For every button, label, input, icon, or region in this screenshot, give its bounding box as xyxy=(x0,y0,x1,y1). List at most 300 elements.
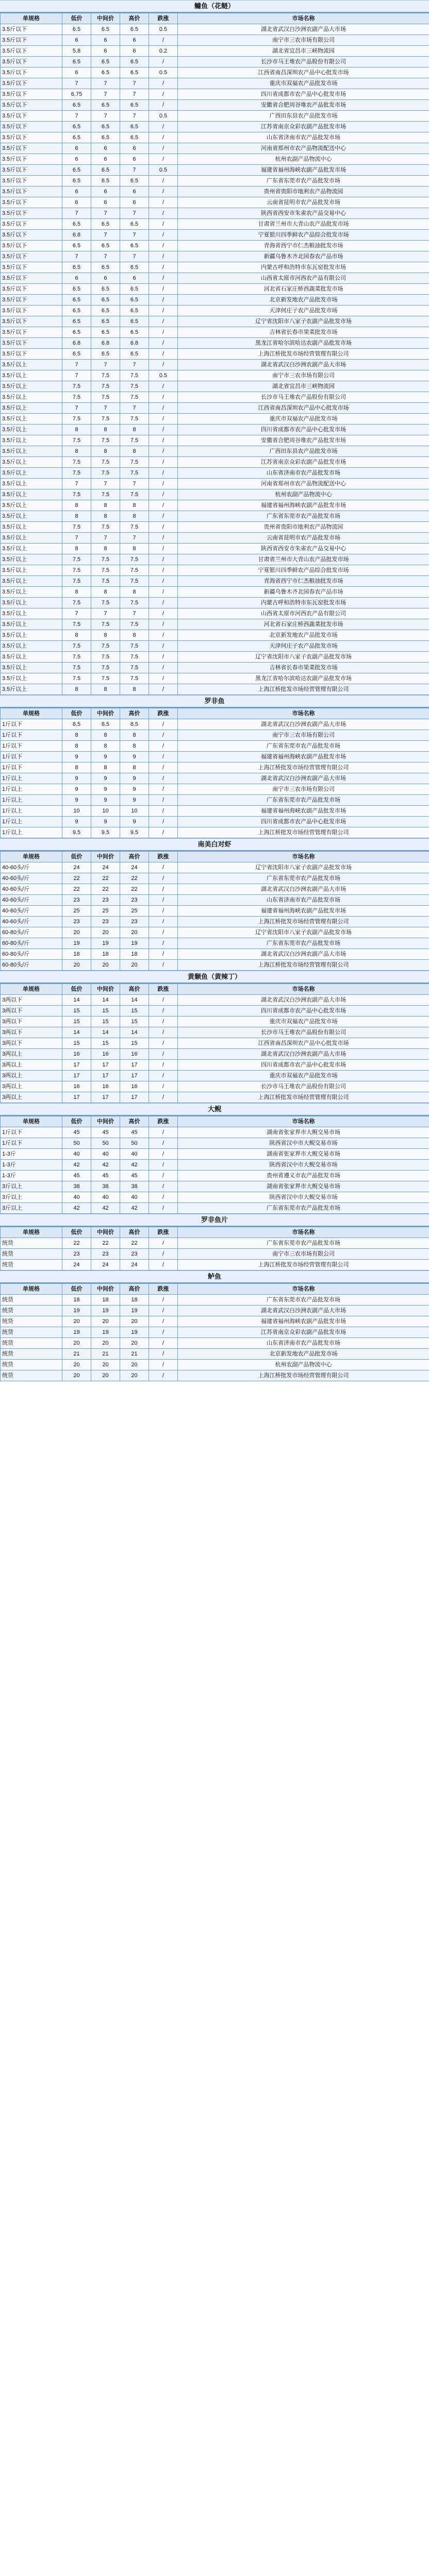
low-price-cell: 7.5 xyxy=(62,468,91,479)
mid-price-cell: 19 xyxy=(91,938,120,949)
change-cell: / xyxy=(149,895,178,906)
market-cell: 上海江桥批发市场经营管理有限公司 xyxy=(178,1260,429,1270)
change-cell: / xyxy=(149,122,178,132)
spec-cell: 1斤以下 xyxy=(1,752,62,762)
table-row xyxy=(1,576,429,587)
mid-price-cell: 7.5 xyxy=(91,663,120,673)
high-price-cell: 7.5 xyxy=(120,468,149,479)
column-header: 单规格 xyxy=(1,1116,62,1127)
market-cell: 广东省东莞市农产品批发市场 xyxy=(178,938,429,949)
table-row xyxy=(1,895,429,906)
high-price-cell: 50 xyxy=(120,1138,149,1149)
column-header: 中间价 xyxy=(91,852,120,862)
table-row xyxy=(1,154,429,165)
spec-cell: 1斤以下 xyxy=(1,1138,62,1149)
table-row xyxy=(1,1338,429,1349)
spec-cell: 3斤以上 xyxy=(1,1181,62,1192)
table-row xyxy=(1,35,429,46)
low-price-cell: 8 xyxy=(62,730,91,741)
mid-price-cell: 6 xyxy=(91,35,120,46)
mid-price-cell: 6.5 xyxy=(91,306,120,316)
table-row xyxy=(1,827,429,838)
spec-cell: 3.5斤以上 xyxy=(1,370,62,381)
high-price-cell: 17 xyxy=(120,1071,149,1081)
column-header: 市场名称 xyxy=(178,984,429,995)
market-cell: 湖北省武汉白沙洲农副产品大市场 xyxy=(178,995,429,1006)
high-price-cell: 8 xyxy=(120,684,149,695)
mid-price-cell: 17 xyxy=(91,1060,120,1071)
market-cell: 南宁市三农市场有限公司 xyxy=(178,35,429,46)
high-price-cell: 22 xyxy=(120,884,149,895)
table-row xyxy=(1,57,429,67)
table-row xyxy=(1,673,429,684)
change-cell: 0.5 xyxy=(149,165,178,176)
change-cell: / xyxy=(149,349,178,360)
mid-price-cell: 7.5 xyxy=(91,652,120,663)
mid-price-cell: 15 xyxy=(91,1016,120,1027)
mid-price-cell: 8 xyxy=(91,741,120,752)
table-row xyxy=(1,730,429,741)
table-row xyxy=(1,873,429,884)
table-row xyxy=(1,78,429,89)
spec-cell: 3两以上 xyxy=(1,1081,62,1092)
mid-price-cell: 7.5 xyxy=(91,370,120,381)
spec-cell: 3.5斤以下 xyxy=(1,176,62,187)
spec-cell: 3.5斤以下 xyxy=(1,24,62,35)
low-price-cell: 7.5 xyxy=(62,554,91,565)
spec-cell: 3.5斤以下 xyxy=(1,338,62,349)
low-price-cell: 6.75 xyxy=(62,89,91,100)
spec-cell: 1斤以下 xyxy=(1,741,62,752)
table-row xyxy=(1,1249,429,1260)
change-cell: / xyxy=(149,917,178,927)
mid-price-cell: 7.5 xyxy=(91,457,120,468)
change-cell: / xyxy=(149,663,178,673)
high-price-cell: 8 xyxy=(120,446,149,457)
change-cell: / xyxy=(149,1192,178,1203)
table-row xyxy=(1,1306,429,1316)
high-price-cell: 7.5 xyxy=(120,370,149,381)
high-price-cell: 6.5 xyxy=(120,219,149,230)
change-cell: / xyxy=(149,1306,178,1316)
spec-cell: 1斤以下 xyxy=(1,1127,62,1138)
table-row xyxy=(1,762,429,773)
table-row xyxy=(1,414,429,425)
change-cell: / xyxy=(149,230,178,241)
high-price-cell: 42 xyxy=(120,1203,149,1214)
change-cell: / xyxy=(149,630,178,641)
market-cell: 重庆市双福农产品批发市场 xyxy=(178,1016,429,1027)
column-header: 低价 xyxy=(62,1227,91,1238)
mid-price-cell: 7.5 xyxy=(91,576,120,587)
market-cell: 四川省成都市农产品中心批发市场 xyxy=(178,817,429,827)
table-row xyxy=(1,1349,429,1360)
mid-price-cell: 7.5 xyxy=(91,598,120,608)
high-price-cell: 23 xyxy=(120,917,149,927)
change-cell: / xyxy=(149,154,178,165)
market-cell: 南宁市三农市场有限公司 xyxy=(178,730,429,741)
mid-price-cell: 24 xyxy=(91,862,120,873)
spec-cell: 40-60头/斤 xyxy=(1,884,62,895)
market-cell: 广东省东莞市农产品批发市场 xyxy=(178,511,429,522)
spec-cell: 3斤以上 xyxy=(1,1192,62,1203)
mid-price-cell: 7 xyxy=(91,360,120,370)
table-row xyxy=(1,565,429,576)
low-price-cell: 22 xyxy=(62,884,91,895)
low-price-cell: 7 xyxy=(62,251,91,262)
mid-price-cell: 7 xyxy=(91,251,120,262)
mid-price-cell: 17 xyxy=(91,1092,120,1103)
table-row xyxy=(1,284,429,295)
low-price-cell: 14 xyxy=(62,995,91,1006)
column-header: 跌涨 xyxy=(149,852,178,862)
change-cell: / xyxy=(149,446,178,457)
table-row xyxy=(1,176,429,187)
market-cell: 云南省昆明市农产品批发市场 xyxy=(178,533,429,544)
high-price-cell: 9 xyxy=(120,773,149,784)
table-row xyxy=(1,1138,429,1149)
table-row xyxy=(1,598,429,608)
high-price-cell: 15 xyxy=(120,1038,149,1049)
change-cell: / xyxy=(149,176,178,187)
high-price-cell: 8 xyxy=(120,544,149,554)
market-cell: 河北省石家庄桥西蔬菜批发市场 xyxy=(178,619,429,630)
spec-cell: 3.5斤以上 xyxy=(1,511,62,522)
low-price-cell: 8 xyxy=(62,425,91,435)
low-price-cell: 8 xyxy=(62,741,91,752)
market-cell: 辽宁省沈阳市八家子农副产品批发市场 xyxy=(178,652,429,663)
market-cell: 广东省东莞市农产品批发市场 xyxy=(178,741,429,752)
market-cell: 四川省成都市农产品中心批发市场 xyxy=(178,425,429,435)
market-cell: 上海江桥批发市场经营管理有限公司 xyxy=(178,349,429,360)
market-cell: 安徽省合肥周谷堆农产品批发市场 xyxy=(178,435,429,446)
change-cell: / xyxy=(149,489,178,500)
high-price-cell: 20 xyxy=(120,1316,149,1327)
mid-price-cell: 8 xyxy=(91,446,120,457)
change-cell: / xyxy=(149,938,178,949)
section-title: 黄颡鱼（黄辣丁） xyxy=(0,971,429,984)
mid-price-cell: 18 xyxy=(91,1295,120,1306)
high-price-cell: 7 xyxy=(120,403,149,414)
table-row xyxy=(1,544,429,554)
spec-cell: 3.5斤以上 xyxy=(1,565,62,576)
high-price-cell: 7.5 xyxy=(120,522,149,533)
mid-price-cell: 20 xyxy=(91,1360,120,1370)
low-price-cell: 8 xyxy=(62,544,91,554)
low-price-cell: 7.5 xyxy=(62,576,91,587)
low-price-cell: 6 xyxy=(62,67,91,78)
column-header: 跌涨 xyxy=(149,1116,178,1127)
table-row xyxy=(1,917,429,927)
spec-cell: 统货 xyxy=(1,1360,62,1370)
market-cell: 四川省成都市农产品中心批发市场 xyxy=(178,1060,429,1071)
low-price-cell: 6.5 xyxy=(62,100,91,111)
spec-cell: 3.5斤以下 xyxy=(1,306,62,316)
change-cell: / xyxy=(149,284,178,295)
low-price-cell: 17 xyxy=(62,1071,91,1081)
change-cell: / xyxy=(149,1338,178,1349)
table-row xyxy=(1,1049,429,1060)
spec-cell: 统货 xyxy=(1,1238,62,1249)
low-price-cell: 16 xyxy=(62,1049,91,1060)
market-cell: 上海江桥批发市场经营管理有限公司 xyxy=(178,1370,429,1381)
high-price-cell: 19 xyxy=(120,938,149,949)
mid-price-cell: 7.5 xyxy=(91,381,120,392)
spec-cell: 统货 xyxy=(1,1249,62,1260)
market-cell: 湖北省武汉白沙洲农副产品大市场 xyxy=(178,1049,429,1060)
table-row xyxy=(1,1027,429,1038)
spec-cell: 3.5斤以下 xyxy=(1,273,62,284)
spec-cell: 3.5斤以下 xyxy=(1,327,62,338)
market-cell: 湖北省宜昌市三峡物流园 xyxy=(178,46,429,57)
low-price-cell: 7.5 xyxy=(62,457,91,468)
spec-cell: 统货 xyxy=(1,1316,62,1327)
table-row xyxy=(1,446,429,457)
change-cell: / xyxy=(149,208,178,219)
market-cell: 甘肃省兰州市大青山农产品批发市场 xyxy=(178,219,429,230)
table-row xyxy=(1,500,429,511)
low-price-cell: 23 xyxy=(62,1249,91,1260)
mid-price-cell: 7 xyxy=(91,111,120,122)
market-cell: 辽宁省沈阳市八家子农副产品批发市场 xyxy=(178,927,429,938)
change-cell: / xyxy=(149,608,178,619)
column-header: 高价 xyxy=(120,852,149,862)
change-cell: / xyxy=(149,873,178,884)
low-price-cell: 38 xyxy=(62,1181,91,1192)
market-cell: 贵州省贵阳市地利农产品物流园 xyxy=(178,187,429,197)
mid-price-cell: 6 xyxy=(91,197,120,208)
high-price-cell: 6.5 xyxy=(120,67,149,78)
change-cell: / xyxy=(149,403,178,414)
spec-cell: 3.5斤以下 xyxy=(1,219,62,230)
column-header: 低价 xyxy=(62,13,91,24)
mid-price-cell: 6 xyxy=(91,187,120,197)
change-cell: / xyxy=(149,57,178,67)
change-cell: / xyxy=(149,960,178,971)
mid-price-cell: 6.5 xyxy=(91,24,120,35)
high-price-cell: 15 xyxy=(120,1016,149,1027)
mid-price-cell: 14 xyxy=(91,1027,120,1038)
high-price-cell: 8 xyxy=(120,741,149,752)
mid-price-cell: 8 xyxy=(91,511,120,522)
low-price-cell: 18 xyxy=(62,949,91,960)
column-header: 中间价 xyxy=(91,1284,120,1295)
mid-price-cell: 7 xyxy=(91,89,120,100)
mid-price-cell: 20 xyxy=(91,960,120,971)
high-price-cell: 9 xyxy=(120,784,149,795)
table-row xyxy=(1,89,429,100)
change-cell: / xyxy=(149,241,178,251)
table-row xyxy=(1,381,429,392)
high-price-cell: 7.5 xyxy=(120,598,149,608)
table-row xyxy=(1,1181,429,1192)
spec-cell: 3.5斤以下 xyxy=(1,122,62,132)
table-row xyxy=(1,187,429,197)
market-cell: 新疆乌鲁木齐北园春农产品市场 xyxy=(178,251,429,262)
table-row xyxy=(1,1149,429,1160)
mid-price-cell: 45 xyxy=(91,1127,120,1138)
table-row xyxy=(1,327,429,338)
header-row xyxy=(1,708,429,719)
table-row xyxy=(1,684,429,695)
market-cell: 广东省东莞市农产品批发市场 xyxy=(178,1238,429,1249)
change-cell: / xyxy=(149,1060,178,1071)
low-price-cell: 9 xyxy=(62,817,91,827)
high-price-cell: 10 xyxy=(120,806,149,817)
high-price-cell: 8 xyxy=(120,425,149,435)
market-cell: 广东省东莞市农产品批发市场 xyxy=(178,176,429,187)
spec-cell: 60-80头/斤 xyxy=(1,949,62,960)
market-cell: 长沙市马王堆农产品股份有限公司 xyxy=(178,1027,429,1038)
mid-price-cell: 15 xyxy=(91,1006,120,1016)
table-row xyxy=(1,806,429,817)
change-cell: / xyxy=(149,381,178,392)
change-cell: / xyxy=(149,1138,178,1149)
change-cell: 0.5 xyxy=(149,370,178,381)
spec-cell: 1斤以上 xyxy=(1,817,62,827)
change-cell: / xyxy=(149,995,178,1006)
spec-cell: 3.5斤以上 xyxy=(1,381,62,392)
table-row xyxy=(1,1192,429,1203)
high-price-cell: 6.5 xyxy=(120,176,149,187)
high-price-cell: 7.5 xyxy=(120,663,149,673)
high-price-cell: 9 xyxy=(120,817,149,827)
high-price-cell: 14 xyxy=(120,1027,149,1038)
change-cell: / xyxy=(149,1160,178,1171)
high-price-cell: 20 xyxy=(120,960,149,971)
column-header: 单规格 xyxy=(1,708,62,719)
spec-cell: 3两以下 xyxy=(1,1027,62,1038)
low-price-cell: 8 xyxy=(62,511,91,522)
spec-cell: 1斤以上 xyxy=(1,773,62,784)
table-row xyxy=(1,111,429,122)
market-cell: 云南省昆明市农产品批发市场 xyxy=(178,197,429,208)
market-cell: 辽宁省沈阳市八家子农副产品批发市场 xyxy=(178,316,429,327)
market-cell: 福建省福州海峡农副产品批发市场 xyxy=(178,1316,429,1327)
table-row xyxy=(1,306,429,316)
spec-cell: 1斤以上 xyxy=(1,784,62,795)
table-row xyxy=(1,251,429,262)
market-cell: 上海江桥批发市场经营管理有限公司 xyxy=(178,917,429,927)
change-cell: / xyxy=(149,806,178,817)
table-row xyxy=(1,741,429,752)
market-cell: 福建省福州海峡农副产品批发市场 xyxy=(178,500,429,511)
market-cell: 天津何庄子农产品批发市场 xyxy=(178,306,429,316)
change-cell: / xyxy=(149,719,178,730)
table-row xyxy=(1,1038,429,1049)
spec-cell: 3两以上 xyxy=(1,1092,62,1103)
high-price-cell: 23 xyxy=(120,1249,149,1260)
change-cell: / xyxy=(149,862,178,873)
spec-cell: 3斤以上 xyxy=(1,1203,62,1214)
column-header: 单规格 xyxy=(1,852,62,862)
market-cell: 上海江桥批发市场经营管理有限公司 xyxy=(178,762,429,773)
low-price-cell: 6 xyxy=(62,143,91,154)
mid-price-cell: 8 xyxy=(91,425,120,435)
column-header: 单规格 xyxy=(1,13,62,24)
section-title: 南美白对虾 xyxy=(0,838,429,851)
change-cell: / xyxy=(149,392,178,403)
low-price-cell: 6.5 xyxy=(62,262,91,273)
change-cell: / xyxy=(149,1249,178,1260)
high-price-cell: 24 xyxy=(120,1260,149,1270)
market-cell: 重庆市双福农产品批发市场 xyxy=(178,414,429,425)
table-row xyxy=(1,1370,429,1381)
market-cell: 湖北省武汉白沙洲农副产品大市场 xyxy=(178,949,429,960)
low-price-cell: 25 xyxy=(62,906,91,917)
table-row xyxy=(1,795,429,806)
low-price-cell: 6.5 xyxy=(62,316,91,327)
mid-price-cell: 6.5 xyxy=(91,122,120,132)
mid-price-cell: 6.5 xyxy=(91,284,120,295)
change-cell: / xyxy=(149,1181,178,1192)
spec-cell: 3.5斤以下 xyxy=(1,35,62,46)
spec-cell: 3.5斤以上 xyxy=(1,587,62,598)
column-header: 跌涨 xyxy=(149,13,178,24)
column-header: 低价 xyxy=(62,1116,91,1127)
market-cell: 上海江桥批发市场经营管理有限公司 xyxy=(178,960,429,971)
low-price-cell: 20 xyxy=(62,1360,91,1370)
table-row xyxy=(1,1060,429,1071)
table-row xyxy=(1,949,429,960)
market-cell: 陕西省汉中市大鲵交易市场 xyxy=(178,1160,429,1171)
table-row xyxy=(1,435,429,446)
high-price-cell: 6.5 xyxy=(120,132,149,143)
column-header: 低价 xyxy=(62,708,91,719)
table-row xyxy=(1,960,429,971)
market-cell: 山东省济南市农产品批发市场 xyxy=(178,1338,429,1349)
market-cell: 长沙市马王堆农产品股份有限公司 xyxy=(178,57,429,67)
market-cell: 陕西省西安市朱雀农产品交易中心 xyxy=(178,544,429,554)
low-price-cell: 6.5 xyxy=(62,132,91,143)
low-price-cell: 7.5 xyxy=(62,414,91,425)
high-price-cell: 22 xyxy=(120,1238,149,1249)
column-header: 高价 xyxy=(120,984,149,995)
table-row xyxy=(1,862,429,873)
table-row xyxy=(1,906,429,917)
high-price-cell: 7 xyxy=(120,608,149,619)
change-cell: / xyxy=(149,1092,178,1103)
section-title: 鲈鱼 xyxy=(0,1270,429,1283)
change-cell: / xyxy=(149,565,178,576)
mid-price-cell: 8 xyxy=(91,500,120,511)
spec-cell: 统货 xyxy=(1,1327,62,1338)
price-section xyxy=(0,695,429,838)
spec-cell: 3.5斤以下 xyxy=(1,57,62,67)
spec-cell: 3.5斤以上 xyxy=(1,598,62,608)
market-cell: 北京新发地农产品批发市场 xyxy=(178,295,429,306)
market-cell: 吉林省长春市果菜批发市场 xyxy=(178,663,429,673)
low-price-cell: 8 xyxy=(62,630,91,641)
market-cell: 南宁市三农市场有限公司 xyxy=(178,1249,429,1260)
low-price-cell: 6 xyxy=(62,154,91,165)
change-cell: / xyxy=(149,327,178,338)
market-cell: 陕西省汉中市大鲵交易市场 xyxy=(178,1192,429,1203)
spec-cell: 统货 xyxy=(1,1306,62,1316)
table-row xyxy=(1,1006,429,1016)
table-row xyxy=(1,752,429,762)
high-price-cell: 7 xyxy=(120,111,149,122)
table-row xyxy=(1,468,429,479)
price-table xyxy=(0,708,429,838)
price-table xyxy=(0,851,429,971)
mid-price-cell: 9 xyxy=(91,752,120,762)
high-price-cell: 6 xyxy=(120,273,149,284)
high-price-cell: 8.5 xyxy=(120,719,149,730)
spec-cell: 3.5斤以下 xyxy=(1,46,62,57)
high-price-cell: 9.5 xyxy=(120,827,149,838)
mid-price-cell: 7.5 xyxy=(91,565,120,576)
